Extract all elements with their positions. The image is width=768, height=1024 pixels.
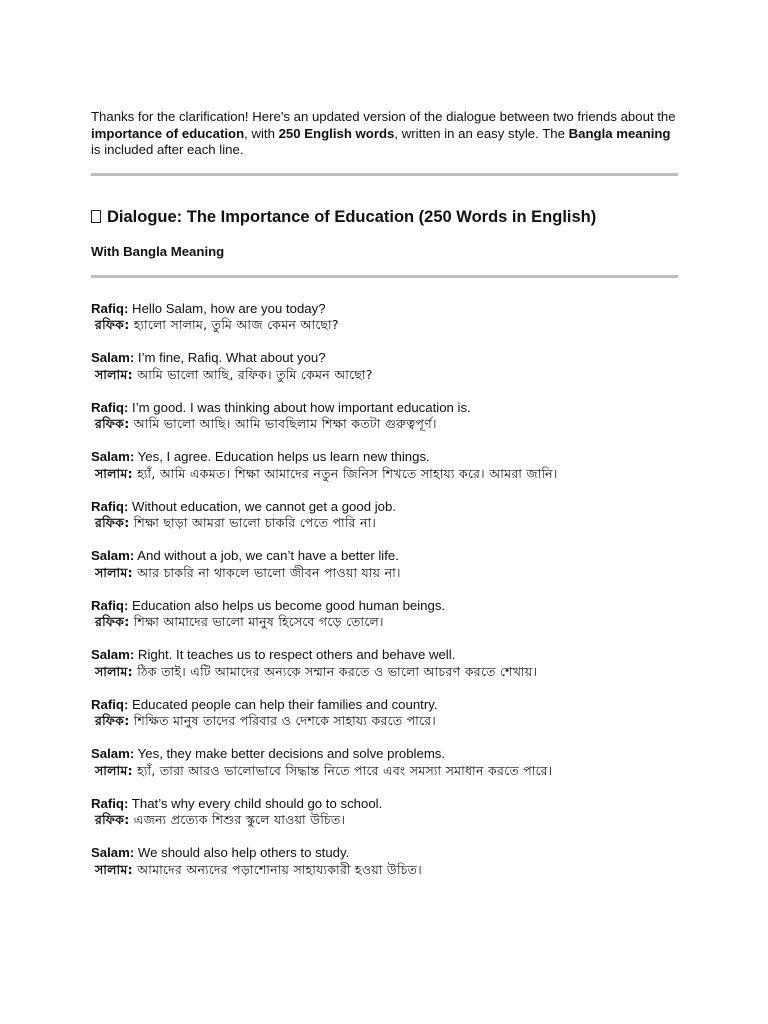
bangla-speaker-name: রফিক: bbox=[95, 713, 130, 728]
english-line bbox=[91, 499, 678, 516]
bangla-line bbox=[91, 763, 685, 780]
english-text: Yes, I agree. Education helps us learn new things. bbox=[134, 449, 430, 464]
intro-bold-word-count: 250 English words bbox=[278, 125, 395, 141]
speaker-name: Rafiq: bbox=[91, 597, 129, 613]
bangla-speaker-name: সালাম: bbox=[95, 663, 133, 679]
english-line bbox=[91, 845, 678, 862]
english-line bbox=[91, 647, 678, 664]
dialogue-turn bbox=[91, 301, 678, 334]
intro-bold-bangla: Bangla meaning bbox=[568, 125, 671, 141]
english-line bbox=[91, 400, 678, 417]
dialogue-turn bbox=[91, 400, 678, 433]
bangla-text: হ্যাঁ, তারা আরও ভালোভাবে সিদ্ধান্ত নিতে পারে এবং সমস্যা সমাধান করতে পারে। bbox=[132, 762, 553, 778]
speaker-name: Rafiq: bbox=[91, 795, 129, 811]
bangla-speaker-name: সালাম: bbox=[95, 762, 133, 778]
english-line bbox=[91, 449, 678, 466]
intro-text-2: , with bbox=[244, 125, 279, 141]
bangla-speaker-name: রফিক: bbox=[95, 812, 130, 827]
bangla-text: শিক্ষা ছাড়া আমরা ভালো চাকরি পেতে পারি না। bbox=[129, 515, 377, 530]
intro-text-1: Thanks for the clarification! Here's an updated version of the dialogue between two friends about the bbox=[91, 109, 676, 124]
english-line bbox=[91, 697, 678, 714]
bangla-text: শিক্ষিত মানুষ তাদের পরিবার ও দেশকে সাহায্য করতে পারে। bbox=[129, 713, 437, 728]
bangla-line bbox=[91, 664, 685, 681]
english-text: Educated people can help their families and country. bbox=[128, 696, 438, 712]
bangla-line bbox=[91, 565, 685, 582]
bangla-speaker-name: সালাম: bbox=[95, 366, 133, 382]
dialogue-turn bbox=[91, 697, 678, 730]
bangla-text: আমাদের অন্যদের পড়াশোনায় সাহায্যকারী হওয়া উচিত। bbox=[132, 861, 423, 877]
bangla-line bbox=[91, 515, 685, 532]
bangla-speaker-name: সালাম: bbox=[95, 861, 133, 877]
english-line bbox=[91, 796, 678, 813]
divider bbox=[91, 173, 678, 176]
dialogue-turn bbox=[91, 598, 678, 631]
dialogue-turn bbox=[91, 548, 678, 581]
english-line bbox=[91, 548, 678, 565]
bangla-text: আমি ভালো আছি। আমি ভাবছিলাম শিক্ষা কতটা গুরুত্বপূর্ণ। bbox=[129, 416, 437, 431]
speaker-name: Rafiq: bbox=[91, 696, 129, 712]
dialogue-subheading: With Bangla Meaning bbox=[91, 243, 225, 259]
bangla-speaker-name: সালাম: bbox=[95, 465, 133, 481]
bangla-line bbox=[91, 416, 685, 433]
intro-text-4: is included after each line. bbox=[91, 142, 244, 157]
speaker-name: Rafiq: bbox=[91, 399, 129, 415]
bangla-line bbox=[91, 614, 685, 631]
dialogue-list bbox=[91, 301, 678, 879]
bangla-speaker-name: রফিক: bbox=[95, 416, 130, 431]
intro-bold-importance: importance of education bbox=[91, 125, 245, 141]
english-text: Hello Salam, how are you today? bbox=[128, 300, 326, 316]
bangla-speaker-name: রফিক: bbox=[95, 515, 130, 530]
english-text: Yes, they make better decisions and solve problems. bbox=[134, 746, 446, 761]
intro-paragraph bbox=[91, 109, 681, 159]
english-line bbox=[91, 350, 678, 367]
bangla-text: আমি ভালো আছি, রফিক। তুমি কেমন আছো? bbox=[132, 366, 373, 382]
dialogue-turn bbox=[91, 350, 678, 383]
dialogue-heading bbox=[91, 206, 678, 228]
bangla-text: হ্যালো সালাম, তুমি আজ কেমন আছো? bbox=[129, 317, 339, 332]
bangla-speaker-name: রফিক: bbox=[95, 317, 130, 332]
speaker-name: Salam: bbox=[91, 647, 135, 662]
english-line bbox=[91, 746, 678, 763]
bangla-line bbox=[91, 713, 685, 730]
english-line bbox=[91, 301, 678, 318]
dialogue-turn bbox=[91, 746, 678, 779]
dialogue-turn bbox=[91, 796, 678, 829]
speaker-name: Salam: bbox=[91, 548, 135, 563]
speaker-name: Rafiq: bbox=[91, 498, 129, 514]
bangla-text: হ্যাঁ, আমি একমত। শিক্ষা আমাদের নতুন জিনিস শিখতে সাহায্য করে। আমরা জানি। bbox=[132, 465, 558, 481]
speaker-name: Salam: bbox=[91, 746, 135, 761]
bangla-line bbox=[91, 317, 685, 334]
english-text: Right. It teaches us to respect others and behave well. bbox=[134, 647, 456, 662]
bangla-speaker-name: রফিক: bbox=[95, 614, 130, 629]
english-text: I’m fine, Rafiq. What about you? bbox=[134, 350, 326, 365]
dialogue-turn bbox=[91, 845, 678, 878]
bangla-text: এজন্য প্রত্যেক শিশুর স্কুলে যাওয়া উচিত। bbox=[129, 812, 346, 827]
box-glyph-icon bbox=[91, 210, 101, 223]
dialogue-turn bbox=[91, 647, 678, 680]
bangla-text: ঠিক তাই। এটি আমাদের অন্যকে সম্মান করতে ও ভালো আচরণ করতে শেখায়। bbox=[132, 663, 538, 679]
speaker-name: Salam: bbox=[91, 449, 135, 464]
intro-text-3: , written in an easy style. The bbox=[394, 125, 569, 141]
bangla-line bbox=[91, 466, 685, 483]
dialogue-turn bbox=[91, 499, 678, 532]
english-line bbox=[91, 598, 678, 615]
english-text: I’m good. I was thinking about how important education is. bbox=[128, 399, 471, 415]
speaker-name: Salam: bbox=[91, 350, 135, 365]
bangla-line bbox=[91, 812, 685, 829]
english-text: Education also helps us become good human beings. bbox=[128, 597, 446, 613]
speaker-name: Rafiq: bbox=[91, 300, 129, 316]
english-text: We should also help others to study. bbox=[134, 845, 350, 860]
dialogue-heading-text: Dialogue: The Importance of Education (250 Words in English) bbox=[107, 207, 597, 226]
bangla-line bbox=[91, 367, 685, 384]
bangla-text: শিক্ষা আমাদের ভালো মানুষ হিসেবে গড়ে তোলে। bbox=[129, 614, 384, 629]
english-text: That’s why every child should go to school. bbox=[128, 795, 383, 811]
dialogue-turn bbox=[91, 449, 678, 482]
bangla-speaker-name: সালাম: bbox=[95, 564, 133, 580]
bangla-line bbox=[91, 862, 685, 879]
bangla-text: আর চাকরি না থাকলে ভালো জীবন পাওয়া যায় না। bbox=[132, 564, 401, 580]
divider bbox=[91, 275, 678, 278]
english-text: Without education, we cannot get a good job. bbox=[128, 498, 396, 514]
english-text: And without a job, we can’t have a better life. bbox=[134, 548, 399, 563]
speaker-name: Salam: bbox=[91, 845, 135, 860]
